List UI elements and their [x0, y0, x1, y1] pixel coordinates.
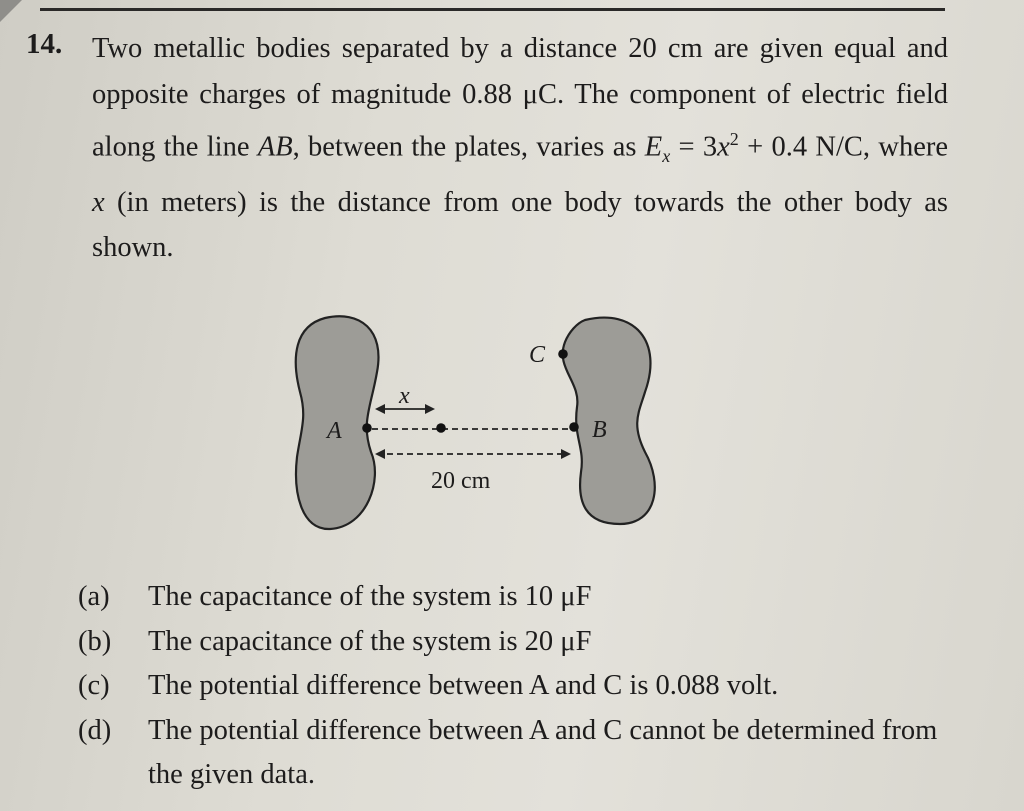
equation-mid: = 3: [670, 131, 718, 163]
distance-arrow-right-head: [561, 449, 571, 459]
option-d-text: The potential difference between A and C cannot be determined from the given data.: [148, 714, 938, 790]
label-b: B: [592, 417, 607, 443]
option-a-text: The capacitance of the system is 10 μF: [148, 581, 592, 612]
x-arrow-right-head: [425, 404, 435, 414]
label-x: x: [399, 383, 410, 409]
stem-text-1: Two metallic bodies separated by a distance 20 cm are given equal and opposite charges of magnitude 0.88 μC. The component of electric field along the line: [92, 33, 948, 163]
point-x: [436, 423, 446, 433]
option-a: [78, 575, 978, 620]
point-a: [362, 423, 372, 433]
option-d-label: (d): [78, 714, 112, 746]
option-b-label: (b): [78, 625, 112, 657]
stem-text-3: (in meters) is the distance from one body towards the other body as shown.: [92, 186, 948, 264]
variable-x: x: [717, 131, 730, 163]
option-c-text: The potential difference between A and C is 0.088 volt.: [148, 670, 779, 701]
label-a: A: [327, 418, 342, 444]
field-subscript: x: [662, 146, 671, 167]
option-c: [78, 664, 978, 709]
point-c: [558, 349, 568, 359]
equation-rest: + 0.4 N/C, where: [738, 131, 948, 163]
options-list: [78, 575, 978, 793]
option-c-label: (c): [78, 670, 110, 701]
x-arrow-left-head: [375, 404, 385, 414]
point-b: [569, 422, 579, 432]
variable-x-2: x: [92, 186, 105, 218]
exponent: 2: [729, 129, 739, 149]
distance-arrow-left-head: [375, 449, 385, 459]
distance-label: 20 cm: [431, 468, 491, 494]
option-b: [78, 620, 978, 665]
field-symbol: E: [644, 131, 663, 163]
question-number: 14.: [26, 28, 63, 60]
option-d: [78, 709, 978, 793]
option-b-text: The capacitance of the system is 20 μF: [148, 625, 592, 657]
page-corner-mark: [0, 0, 22, 22]
label-c: C: [529, 342, 546, 368]
stem-text-2: , between the plates, varies as: [292, 131, 645, 163]
question-stem: [92, 26, 948, 271]
option-a-label: (a): [78, 581, 110, 612]
top-divider: [40, 8, 945, 11]
body-b-shape: [563, 318, 655, 524]
line-ab-label: AB: [257, 131, 293, 163]
metallic-bodies-diagram: [285, 312, 665, 542]
figure: [285, 312, 665, 542]
